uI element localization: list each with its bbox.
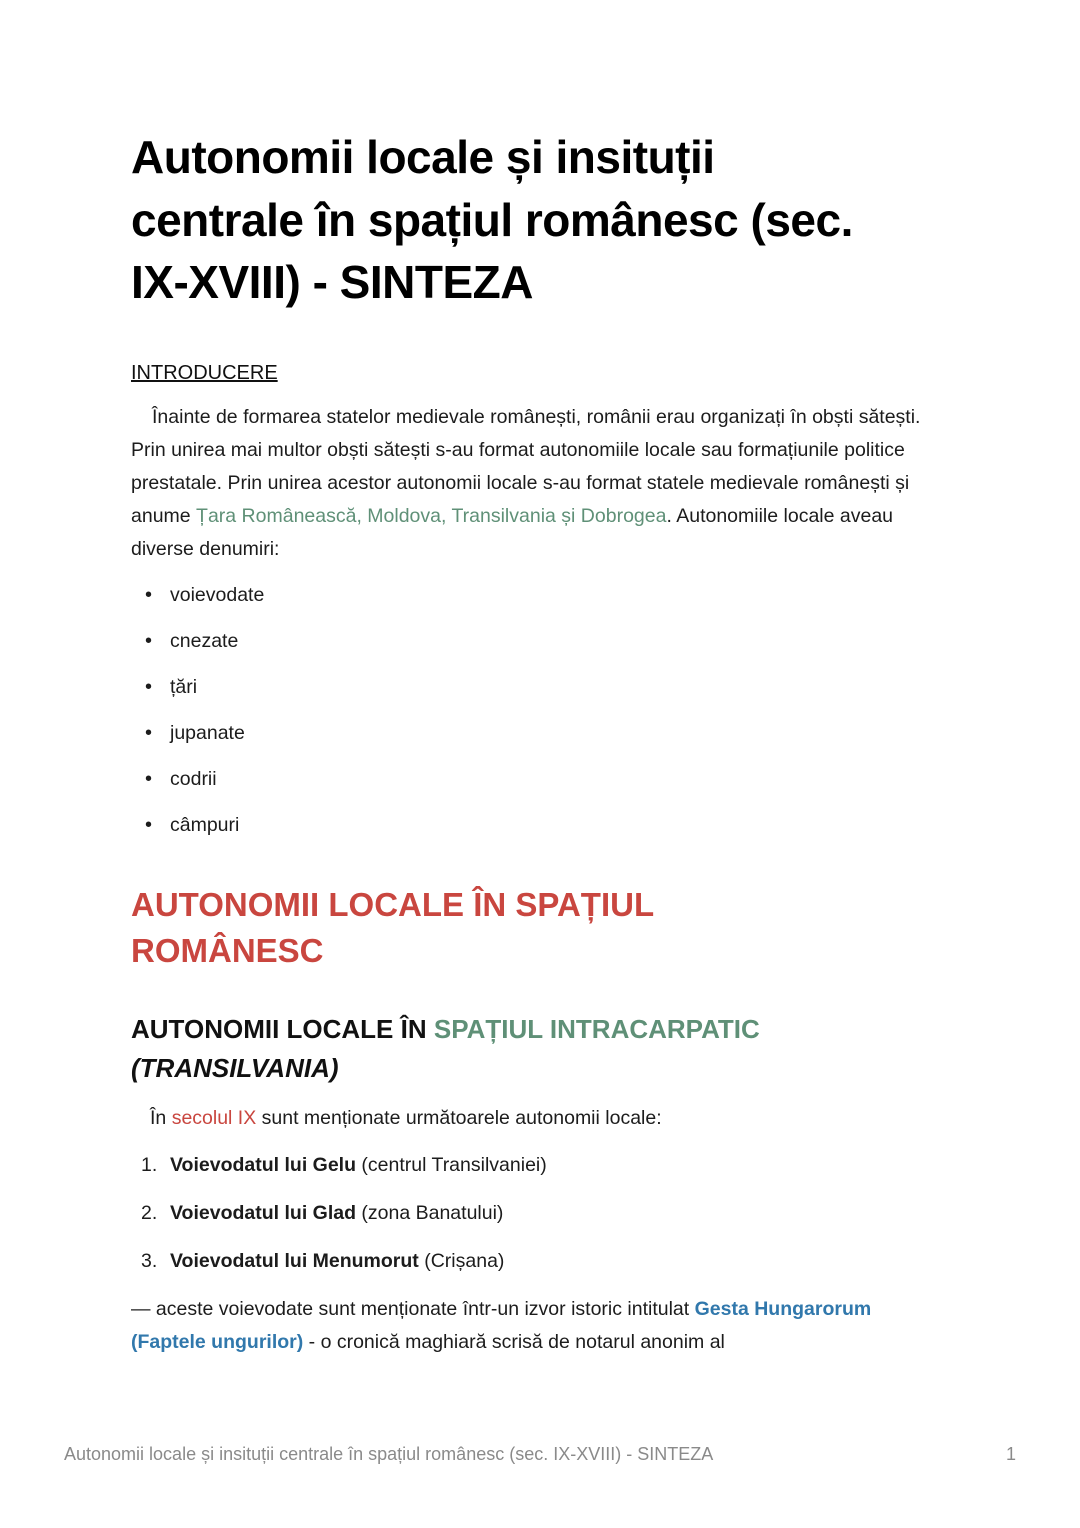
intro-heading: INTRODUCERE: [131, 361, 278, 384]
list-number: 1.: [141, 1154, 158, 1177]
list-item-bold: Voievodatul lui Gelu: [170, 1154, 356, 1177]
highlighted-regions-green: Țara Românească, Moldova, Transilvania și Dobrogea: [196, 504, 667, 527]
closing-paragraph-text-end: - o cronică maghiară scrisă de notarul anonim al: [303, 1331, 725, 1354]
lead-paragraph-text: În: [150, 1107, 172, 1130]
numbered-list-item: [131, 1245, 949, 1278]
numbered-list-item: [131, 1149, 949, 1182]
lead-paragraph: [131, 1102, 949, 1135]
closing-paragraph-blue: Gesta Hungarorum (Faptele ungurilor): [131, 1298, 872, 1354]
intro-paragraph-text-end: . Autonomiile locale aveau diverse denumiri:: [131, 504, 894, 560]
footer-page-number: 1: [1005, 1444, 1016, 1464]
bullet-list-item: • voievodate: [131, 579, 949, 612]
document-title: Autonomii locale și insituții centrale în spațiul românesc (sec. IX-XVIII) - SINTEZA: [131, 131, 853, 309]
bullet-list-item: • țări: [131, 671, 949, 704]
list-item-bold: Voievodatul lui Menumorut: [170, 1250, 419, 1273]
lead-paragraph-red: secolul IX: [171, 1107, 257, 1130]
bullet-list-item: • câmpuri: [131, 809, 949, 842]
subsection-heading-text: AUTONOMII LOCALE ÎN: [131, 1014, 434, 1045]
bullet-list-item: • codrii: [131, 763, 949, 796]
page-footer: [64, 1444, 1016, 1465]
subsection-heading-green: SPAȚIUL INTRACARPATIC: [433, 1014, 760, 1045]
bullet-list-item: • jupanate: [131, 717, 949, 750]
closing-paragraph-text: — aceste voievodate sunt menționate într-un izvor istoric intitulat: [131, 1298, 695, 1321]
list-item-bold: Voievodatul lui Glad: [170, 1202, 356, 1225]
lead-paragraph-text-end: sunt menționate următoarele autonomii locale:: [256, 1107, 662, 1130]
list-number: 3.: [141, 1250, 158, 1273]
intro-paragraph: [131, 401, 949, 566]
autonomy-names-bullet-list: [131, 579, 949, 842]
list-item-rest: (Crișana): [418, 1250, 505, 1273]
footer-title: Autonomii locale și insituții centrale în spațiul românesc (sec. IX-XVIII) - SINTEZA: [64, 1444, 714, 1464]
numbered-list-item: [131, 1197, 949, 1230]
intro-paragraph-text: Înainte de formarea statelor medievale românești, românii erau organizați în obști sătești. Prin unirea mai multor obști sătești s-au format autonomiile locale sau formațiunile politice prestatale. Prin unirea acestor autonomii locale s-au format statele medievale românești și anume: [131, 405, 921, 527]
list-number: 2.: [141, 1202, 158, 1225]
voievodate-numbered-list: [131, 1149, 949, 1278]
subsection-heading: [131, 1010, 891, 1088]
list-item-rest: (zona Banatului): [356, 1202, 504, 1225]
bullet-list-item: • cnezate: [131, 625, 949, 658]
list-item-rest: (centrul Transilvaniei): [356, 1154, 547, 1177]
subsection-heading-italic: (TRANSILVANIA): [131, 1053, 339, 1084]
closing-paragraph: [131, 1293, 949, 1359]
section-heading-red: AUTONOMII LOCALE ÎN SPAȚIUL ROMÂNESC: [131, 885, 654, 969]
